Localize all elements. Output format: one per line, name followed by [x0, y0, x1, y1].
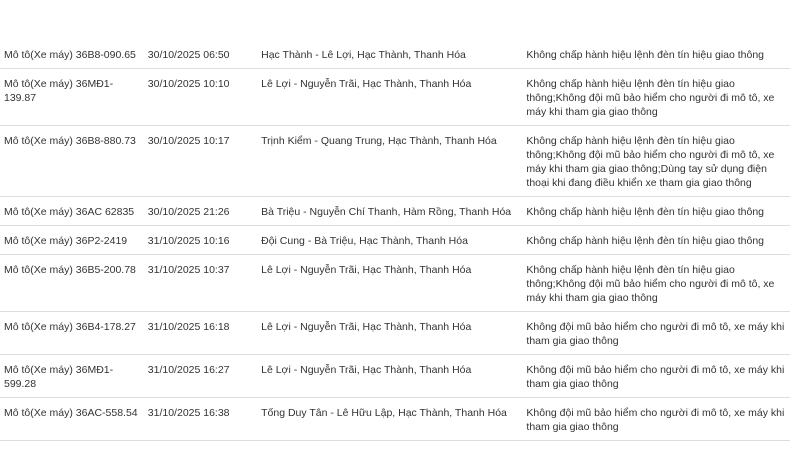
offense-cell: Không chấp hành hiệu lệnh đèn tín hiệu giao thông;Không đội mũ bảo hiểm cho người đi mô tô, xe máy khi tham gia giao thông;Dùng tay sử dụng điện thoại khi đang điều khiển xe tham gia giao thông [522, 126, 790, 197]
vehicle-cell: Mô tô(Xe máy) 36AC 62835 [0, 197, 144, 226]
time-cell: 31/10/2025 10:16 [144, 226, 257, 255]
table-row [0, 40, 790, 69]
vehicle-cell: Mô tô(Xe máy) 36MĐ1-599.28 [0, 355, 144, 398]
offense-cell: Không chấp hành hiệu lệnh đèn tín hiệu giao thông;Không đội mũ bảo hiểm cho người đi mô tô, xe máy khi tham gia giao thông [522, 69, 790, 126]
offense-cell: Không chấp hành hiệu lệnh đèn tín hiệu giao thông [522, 197, 790, 226]
time-cell: 30/10/2025 10:10 [144, 69, 257, 126]
vehicle-cell: Mô tô(Xe máy) 36B4-178.27 [0, 312, 144, 355]
table-row [0, 398, 790, 441]
time-cell: 31/10/2025 16:18 [144, 312, 257, 355]
location-cell: Hạc Thành - Lê Lợi, Hạc Thành, Thanh Hóa [257, 40, 522, 69]
table-row [0, 69, 790, 126]
vehicle-cell: Mô tô(Xe máy) 36MĐ1-139.87 [0, 69, 144, 126]
table-row [0, 312, 790, 355]
location-cell: Lê Lợi - Nguyễn Trãi, Hạc Thành, Thanh Hóa [257, 69, 522, 126]
location-cell: Bà Triệu - Nguyễn Chí Thanh, Hàm Rồng, Thanh Hóa [257, 197, 522, 226]
offense-cell: Không đội mũ bảo hiểm cho người đi mô tô, xe máy khi tham gia giao thông [522, 312, 790, 355]
vehicle-cell: Mô tô(Xe máy) 36AC-558.54 [0, 398, 144, 441]
table-row [0, 126, 790, 197]
time-cell: 31/10/2025 16:27 [144, 355, 257, 398]
location-cell: Lê Lợi - Nguyễn Trãi, Hạc Thành, Thanh Hóa [257, 255, 522, 312]
vehicle-cell: Mô tô(Xe máy) 36P2-2419 [0, 226, 144, 255]
table-row [0, 197, 790, 226]
location-cell: Lê Lợi - Nguyễn Trãi, Hạc Thành, Thanh Hóa [257, 355, 522, 398]
offense-cell: Không đội mũ bảo hiểm cho người đi mô tô, xe máy khi tham gia giao thông [522, 398, 790, 441]
offense-cell: Không chấp hành hiệu lệnh đèn tín hiệu giao thông [522, 40, 790, 69]
time-cell: 30/10/2025 21:26 [144, 197, 257, 226]
location-cell: Tống Duy Tân - Lê Hữu Lập, Hạc Thành, Thanh Hóa [257, 398, 522, 441]
vehicle-cell: Mô tô(Xe máy) 36B8-880.73 [0, 126, 144, 197]
location-cell: Đội Cung - Bà Triệu, Hạc Thành, Thanh Hóa [257, 226, 522, 255]
time-cell: 30/10/2025 06:50 [144, 40, 257, 69]
vehicle-cell: Mô tô(Xe máy) 36B8-090.65 [0, 40, 144, 69]
table-row [0, 255, 790, 312]
violations-table [0, 40, 790, 441]
table-row [0, 226, 790, 255]
location-cell: Lê Lợi - Nguyễn Trãi, Hạc Thành, Thanh Hóa [257, 312, 522, 355]
location-cell: Trịnh Kiểm - Quang Trung, Hạc Thành, Thanh Hóa [257, 126, 522, 197]
time-cell: 31/10/2025 10:37 [144, 255, 257, 312]
time-cell: 31/10/2025 16:38 [144, 398, 257, 441]
time-cell: 30/10/2025 10:17 [144, 126, 257, 197]
table-row [0, 355, 790, 398]
offense-cell: Không đội mũ bảo hiểm cho người đi mô tô, xe máy khi tham gia giao thông [522, 355, 790, 398]
vehicle-cell: Mô tô(Xe máy) 36B5-200.78 [0, 255, 144, 312]
offense-cell: Không chấp hành hiệu lệnh đèn tín hiệu giao thông [522, 226, 790, 255]
offense-cell: Không chấp hành hiệu lệnh đèn tín hiệu giao thông;Không đội mũ bảo hiểm cho người đi mô tô, xe máy khi tham gia giao thông [522, 255, 790, 312]
